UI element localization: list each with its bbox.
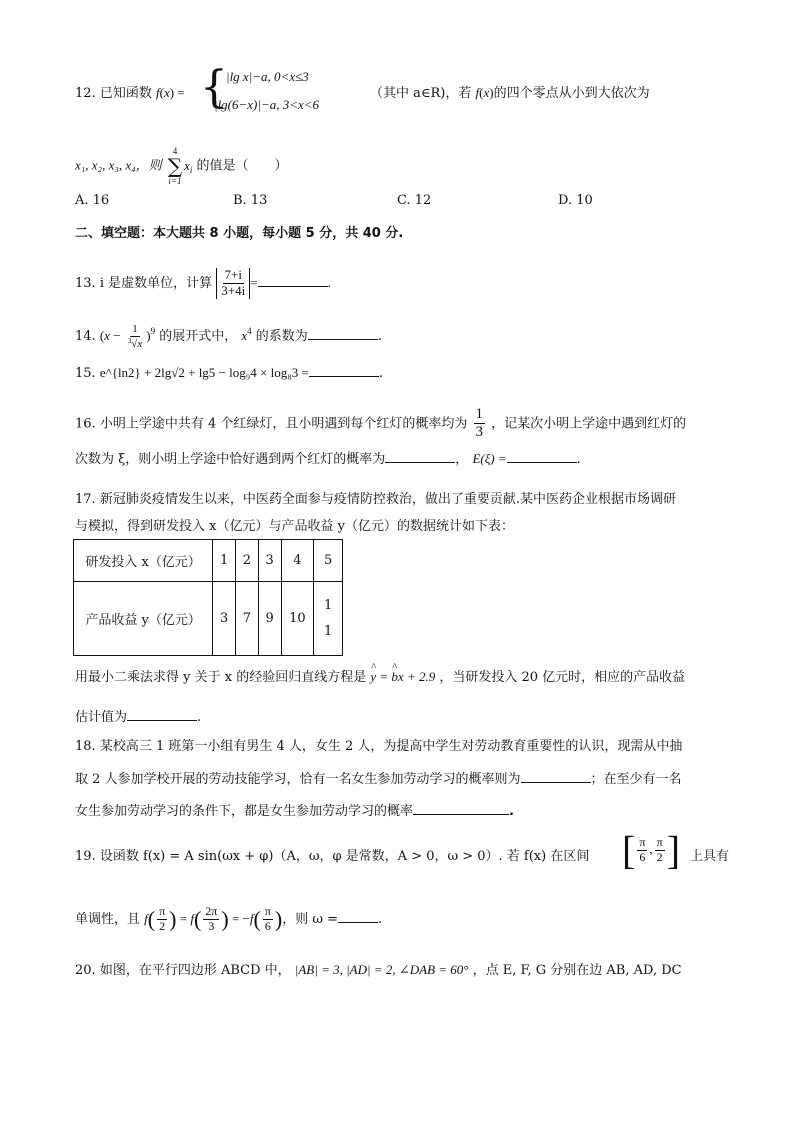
q14-answer-blank[interactable]: [308, 325, 378, 340]
section-heading: 二、填空题：本大题共 8 小题，每小题 5 分，共 40 分.: [75, 226, 404, 241]
table-cell: 5: [314, 540, 343, 582]
q17-line4: 估计值为 .: [75, 706, 201, 727]
q15-answer-blank[interactable]: [309, 362, 379, 377]
q19-answer-blank[interactable]: [338, 908, 378, 923]
q12-line2: x₁, x₂, x₃, x₄，则 4 ∑ i=1 $x_i$ 的值是（ ）: [75, 146, 288, 186]
table-header-cell: 研发投入 x（亿元）: [74, 540, 213, 582]
q19-interval: [ $\frac{\pi}{6}$ , $\frac{\pi}{2}$ ]: [622, 827, 681, 873]
table-cell: 3: [258, 540, 281, 582]
table-cell: 3: [213, 582, 236, 656]
q18-line2: 取 2 人参加学校开展的劳动技能学习，恰有一名女生参加劳动学习的概率则为 ；在至少有一名: [75, 768, 682, 789]
absolute-value: $\frac{7+i}{3+4i}$: [216, 268, 250, 299]
q20-line1: 20. 如图，在平行四边形 ABCD 中， |AB| = 3, |AD| = 2, ∠DAB = 60° ，点 E, F, G 分别在边 AB, AD, DC: [75, 962, 682, 978]
q12-option-b[interactable]: B. 13: [233, 193, 268, 208]
q17-answer-blank[interactable]: [127, 706, 197, 721]
piecewise-brace: {: [200, 62, 228, 113]
q16-line1: 16. 小明上学途中共有 4 个红绿灯，且小明遇到每个红灯的概率均为 $\frac{1}{3}$ ，记某次小明上学途中遇到红灯的: [75, 406, 687, 441]
q12-option-d[interactable]: D. 10: [558, 193, 593, 208]
q16-answer-blank-2[interactable]: [507, 448, 577, 463]
q15-line: 15. e^{ln2} + 2lg√2 + lg5 − log₉4 × log₈3 = .: [75, 362, 383, 383]
q17-line1: 17. 新冠肺炎疫情发生以来，中医药全面参与疫情防控救治，做出了重要贡献.某中医药企业根据市场调研: [75, 492, 676, 507]
q13-line: 13. i 是虚数单位，计算 $\frac{7+i}{3+4i}$ = .: [75, 267, 331, 298]
q19-line1: 19. 设函数 f(x) = A sin(ωx + φ)（A，ω，φ 是常数，A > 0，ω > 0）. 若 f(x) 在区间: [75, 849, 590, 864]
q17-line2: 与模拟，得到研发投入 x（亿元）与产品收益 y（亿元）的数据统计如下表：: [75, 519, 514, 534]
q17-line3: 用最小二乘法求得 y 关于 x 的经验回归直线方程是 ^ y = ^ bx + 2.9 ，当研发投入 20 亿元时，相应的产品收益: [75, 668, 685, 687]
table-cell: 1 1: [314, 582, 343, 656]
q18-line3: 女生参加劳动学习的条件下，都是女生参加劳动学习的概率 .: [75, 800, 514, 821]
q12-option-a[interactable]: A. 16: [75, 193, 110, 208]
table-row: [74, 582, 343, 656]
question-number: 12.: [75, 86, 96, 101]
q16-answer-blank-1[interactable]: [385, 448, 455, 463]
q19-line1-tail: 上具有: [690, 849, 730, 864]
q12-function-name: f: [155, 85, 160, 100]
q15-expression: e^{ln2} + 2lg√2 + lg5 − log₉4 × log₈3 =: [99, 365, 309, 380]
q14-line: 14. (x − $\frac{1}{^3√x}$ )$^9$ 的展开式中， $x^4$ 的系数为 .: [75, 322, 382, 350]
table-cell: 9: [258, 582, 281, 656]
summation: 4 ∑ i=1: [167, 146, 183, 186]
table-cell: 1: [213, 540, 236, 582]
table-header-cell: 产品收益 y（亿元）: [74, 582, 213, 656]
table-cell: 10: [281, 582, 314, 656]
data-table: [73, 539, 343, 656]
q18-answer-blank-2[interactable]: [413, 800, 509, 815]
q18-answer-blank-1[interactable]: [521, 768, 591, 783]
table-cell: 4: [281, 540, 314, 582]
q13-answer-blank[interactable]: [258, 272, 328, 287]
q12-line1: 12. 已知函数 f(x) =: [75, 85, 185, 101]
q12-line1-tail: （其中 a∈R)，若 f(x)的四个零点从小到大依次为: [370, 85, 650, 101]
q18-line1: 18. 某校高三 1 班第一小组有男生 4 人，女生 2 人，为提高中学生对劳动教育重要性的认识，现需从中抽: [75, 739, 683, 754]
q19-line2: 单调性，且 f( $\frac{\pi}{2}$ ) = f( $\frac{2\pi}{3}$ ) = −f( $\frac{\pi}{6}$ )，则 ω = .: [75, 904, 383, 933]
q12-piece-1: |lg x|−a, 0<x≤3: [226, 69, 309, 84]
q12-piece-2: |lg(6−x)|−a, 3<x<6: [214, 97, 320, 112]
q20-condition: |AB| = 3, |AD| = 2, ∠DAB = 60°: [294, 962, 469, 977]
table-cell: 2: [235, 540, 258, 582]
table-cell: 7: [235, 582, 258, 656]
q12-lead-text: 已知函数: [99, 86, 152, 101]
q16-line2: 次数为 ξ，则小明上学途中恰好遇到两个红灯的概率为 ， E(ξ) = .: [75, 448, 581, 469]
q12-option-c[interactable]: C. 12: [397, 193, 432, 208]
table-row: [74, 540, 343, 582]
